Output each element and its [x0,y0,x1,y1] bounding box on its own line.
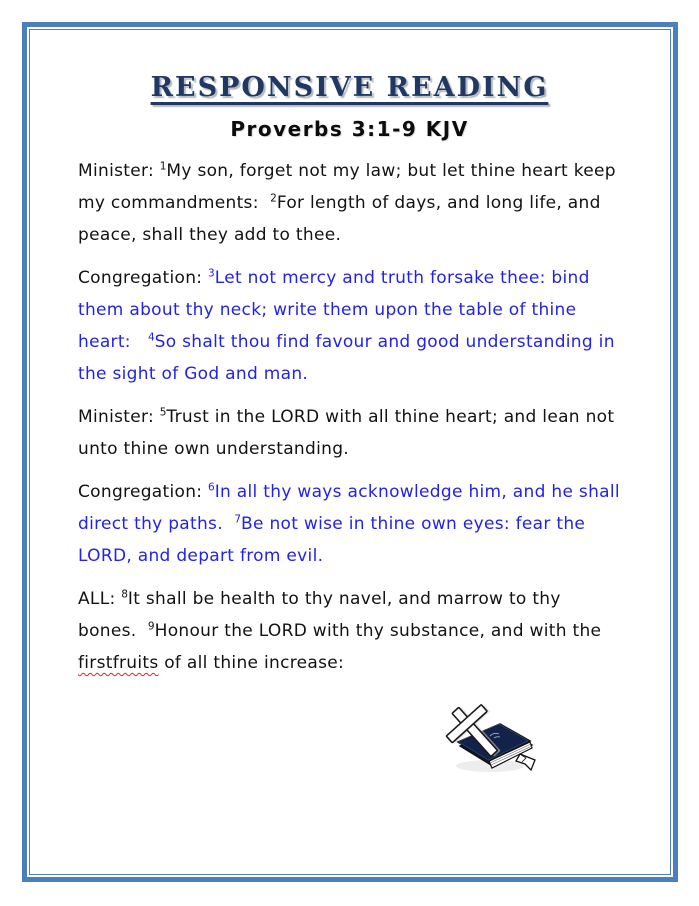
verse-text: Let not mercy and truth forsake thee: bind them about thy neck; write them upon the table of thine heart: [78,268,596,352]
verse-text: So shalt thou find favour and good understanding in the sight of God and man. [78,332,621,384]
cross-and-bible-image [438,698,538,780]
verse-number: 2 [270,192,277,205]
verse-number: 6 [208,481,215,494]
verse-text: Trust in the LORD with all thine heart; and lean not unto thine own understanding. [78,407,621,459]
speaker-label: Congregation: [78,482,209,502]
speaker-label: Congregation: [78,268,209,288]
verse-number: 8 [121,588,128,601]
misspelled-word: firstfruits [78,653,159,673]
speaker-label: ALL: [78,589,122,609]
verse-number: 1 [159,160,167,173]
verse-number: 4 [147,331,155,344]
verse-text: of all thine increase: [158,653,345,673]
verse-number: 5 [159,406,167,419]
verse-text: For length of days, and long life, and peace, shall they add to thee. [78,193,607,245]
document-content [78,72,626,690]
verse-text: In all thy ways acknowledge him, and he shall direct thy paths. [78,482,626,534]
verse-text: It shall be health to thy navel, and marrow to thy bones. [78,589,567,641]
page-title: RESPONSIVE READING [150,72,549,103]
responsive-reading-body [78,155,626,679]
speaker-label: Minister: [78,407,160,427]
reading-paragraph [78,476,626,572]
reading-paragraph [78,155,621,251]
verse-text: Honour the LORD with thy substance, and with the [154,621,607,641]
reading-paragraph [78,262,621,390]
reading-paragraph [78,583,621,679]
verse-number: 3 [208,267,215,280]
verse-text: My son, forget not my law; but let thine heart keep my commandments: [78,161,622,213]
speaker-label: Minister: [78,161,160,181]
verse-number: 9 [147,620,155,633]
scripture-reference: Proverbs 3:1-9 KJV [230,117,469,141]
verse-text: Be not wise in thine own eyes: fear the LORD, and depart from evil. [78,514,591,566]
reading-paragraph [78,401,621,465]
verse-number: 7 [234,513,242,526]
cross-and-bible-icon [438,698,538,780]
